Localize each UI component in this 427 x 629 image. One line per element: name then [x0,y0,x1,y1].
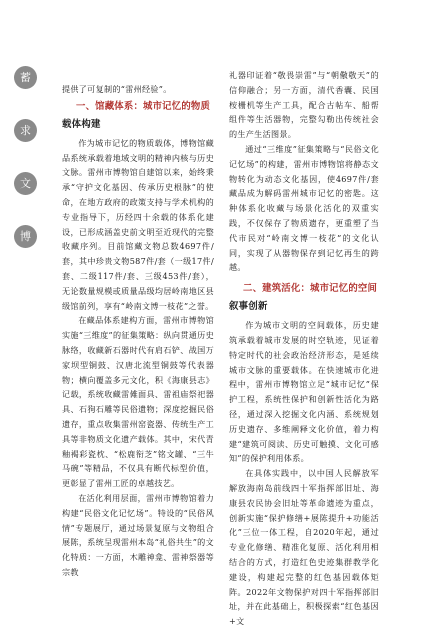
paragraph: 作为城市记忆的物质载体，博物馆藏品系统承载着地域文明的精神内核与历史文脉。雷州市博物馆自建馆以来，始终秉承“守护文化基因、传承历史根脉”的使命，在地方政府的政策支持与学术机构的专业指导下，历经四十余载的体系化建设，已形成涵盖史前文明至近现代的完整收藏序列。目前馆藏文物总数4697件/套，其中珍贵文物587件/套（一级17件/套、二级117件/套、三级453件/套），无论数量规模或质量品级均居岭南地区县级馆前列，享有“岭南文博一枝花”之誉。 [62,137,214,311]
paragraph: 通过“三维度”征集策略与“民俗文化记忆场”的构建，雷州市博物馆将静态文物转化为动态文化基因，使4697件/套藏品成为解码雷州城市记忆的密匙。这种体系化收藏与场景化活化的双重实践，不仅保存了物质遗存，更重塑了当代市民对“岭南文博一枝花”的文化认同，实现了从器物保存到记忆再生的跨越。 [229,143,379,273]
intro-line: 提供了可复制的“雷州经验”。 [62,84,172,94]
section-heading-1: 一、馆藏体系：城市记忆的物质 [76,100,211,112]
side-badge: 博 [14,225,37,248]
left-column [62,82,214,580]
paragraph: 礼器印证着“敬畏崇雷”与“朝儆敬天”的信仰融合；另一方面，清代香囊、民国桉栅机等生产工具，配合古帖车、船帮组件等生活器物，完整勾勒出传统社会的生产生活图景。 [229,70,379,140]
section-heading-2-continued: 叙事创新 [229,301,268,313]
right-column [229,68,379,629]
section-heading-1-continued: 载体构建 [62,118,101,130]
section-heading-2: 二、建筑活化：城市记忆的空间 [243,283,378,295]
paragraph: 在具体实践中，以中国人民解放军解放海南岛前线四十军指挥部旧址、海康县农民协会旧址等革命遗迹为重点，创新实施“保护修缮+展陈提升+功能活化”三位一体工程，自2020年起，通过专业化修缮、精准化复原、活化利用相结合的方式，打造红色史迹集群教学化建设，构建起完整的红色基因载体矩阵。2022年文物保护对四十军指挥部旧址，并在此基础上，积极探索“红色基因+文 [229,468,379,627]
side-badge: 求 [14,119,37,142]
side-badge: 蓄 [14,66,37,89]
paragraph: 在活化利用层面，雷州市博物馆着力构建“民俗文化记忆场”。特设的“民俗风情”专题展厅，通过场景复原与文物组合展陈，系统呈现雷州本岛“礼俗共生”的文化特质：一方面，木雕神龛、雷神祭器等宗教 [62,492,214,577]
paragraph: 在藏品体系建构方面，雷州市博物馆实施“三维度”的征集策略：纵向贯通历史脉络，收藏新石器时代有肩石铲、战国万家坝型铜鼓、汉唐北流型铜鼓等代表器物；横向覆盖多元文化，积《海康县志》记载，系统收藏雷傩面具、雷祖庙祭祀器具、石狗石雕等民俗遗物；深度挖掘民俗遗存，重点收集雷州窑瓷器、传统生产工具等非物质文化遗产载体。其中，宋代青釉褐彩瓷枕、“松鹿衔芝”铭文罐、“三牛马碗”等精品，不仅具有断代标型价值，更彰显了雷州工匠的卓越技艺。 [62,315,214,489]
side-badge: 文 [14,172,37,195]
paragraph: 作为城市文明的空间载体，历史建筑承载着城市发展的时空轨迹，见证着特定时代的社会政治经济形态，是延续城市文脉的重要载体。在快速城市化进程中，雷州市博物馆立足“城市记忆”保护工程，系统性保护和创新性活化为路径，通过深入挖掘文化内涵、系统规划历史遗存、多维阐释文化价值，着力构建“建筑可阅读、历史可触摸、文化可感知”的保护利用体系。 [229,320,379,464]
side-badge-column [14,66,42,278]
